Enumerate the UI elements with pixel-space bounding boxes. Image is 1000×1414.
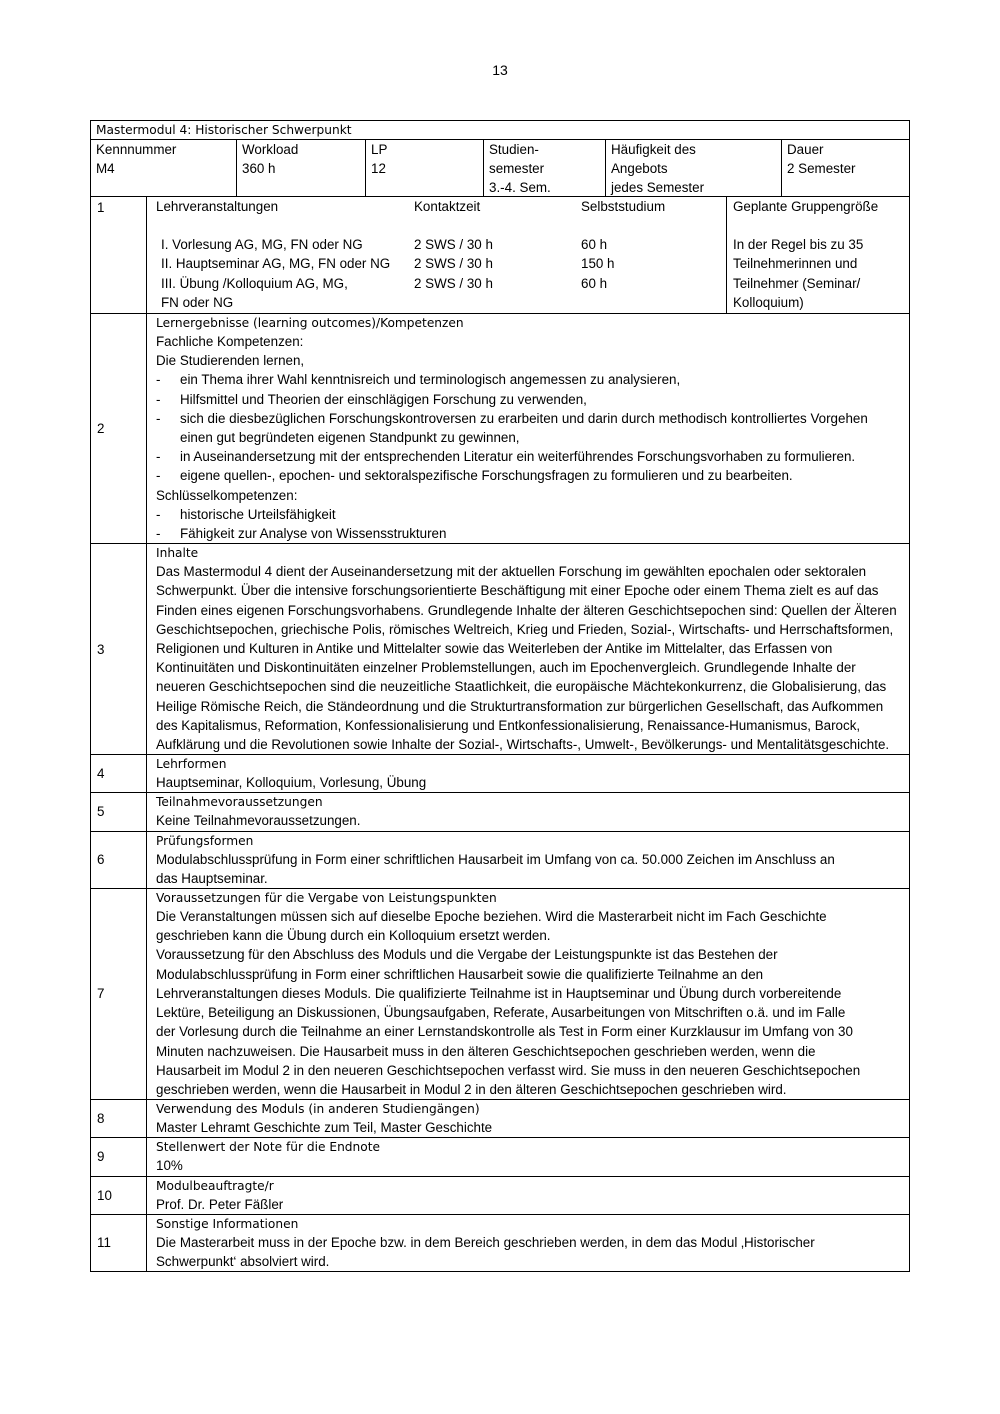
- semester-label-2: semester: [489, 161, 545, 177]
- bullet-item: - sich die diesbezüglichen Forschungskontroversen zu erarbeiten und darin durch methodisch kontrolliertes Vorgehen einen gut begründeten eigenen Standpunkt zu gewinnen,: [156, 410, 868, 446]
- section-number: 10: [97, 1187, 112, 1203]
- section-heading: Stellenwert der Note für die Endnote: [156, 1140, 380, 1155]
- semester-cell: [483, 140, 605, 196]
- section-text-line: geschrieben werden, wenn die Hausarbeit in Modul 2 in den älteren Geschichtsepochen geschrieben wird.: [156, 1081, 787, 1097]
- section-6-row: [90, 832, 910, 889]
- section-8-content: [146, 1100, 909, 1137]
- module-table: [90, 120, 910, 1272]
- section-number: 4: [97, 766, 105, 782]
- selbst-line: 150 h: [581, 256, 615, 272]
- section-text-line: Lektüre, Beteiligung an Diskussionen, Übungsaufgaben, Referate, Ausarbeitungen von Mitschriften o.ä. und im Falle: [156, 1005, 846, 1021]
- section-heading: Voraussetzungen für die Vergabe von Leistungspunkten: [156, 891, 497, 906]
- section-number: 5: [97, 804, 105, 820]
- bullet-item: - historische Urteilsfähigkeit: [156, 506, 336, 522]
- section-11-row: [90, 1215, 910, 1272]
- bullet-item: - eigene quellen-, epochen- und sektoralspezifische Forschungsfragen zu formulieren und zu bearbeiten.: [156, 468, 793, 484]
- section-text-line: Modulabschlussprüfung in Form einer schriftlichen Hausarbeit sowie die qualifizierte Teilnahme an den: [156, 966, 764, 982]
- lp-cell: [365, 140, 483, 196]
- workload-label: Workload: [242, 142, 299, 157]
- bullet-item: - Hilfsmittel und Theorien der einschlägigen Forschung zu verwenden,: [156, 391, 587, 407]
- section-11-content: [146, 1215, 909, 1271]
- subheading: Schlüsselkompetenzen:: [156, 487, 298, 503]
- section-text-line: der Vorlesung durch die Teilnahme an einer Lernstandskontrolle als Test in Form einer Kurzklausur im Umfang von 30: [156, 1024, 853, 1040]
- section-number: 3: [97, 641, 105, 657]
- section-text: Master Lehramt Geschichte zum Teil, Master Geschichte: [156, 1120, 493, 1136]
- gruppe-line: In der Regel bis zu 35: [733, 237, 864, 253]
- section-number: 1: [97, 200, 105, 215]
- section-text-line: Hausarbeit im Modul 2 in den neueren Geschichtsepochen verfasst wird. Sie muss in den neueren Geschichtsepochen: [156, 1062, 861, 1078]
- dauer-value: 2 Semester: [787, 161, 856, 177]
- section-number: 2: [97, 421, 105, 437]
- module-title: Mastermodul 4: Historischer Schwerpunkt: [96, 123, 352, 137]
- kontaktzeit-heading: Kontaktzeit: [414, 199, 481, 214]
- haeufigkeit-value: jedes Semester: [611, 180, 705, 196]
- page-number: 13: [492, 62, 508, 78]
- section-1-row: [90, 197, 910, 314]
- section-text-line: Voraussetzung für den Abschluss des Moduls und die Vergabe der Leistungspunkte ist das Bestehen der: [156, 947, 778, 963]
- bullet-item: - in Auseinandersetzung mit der entsprechenden Literatur ein weiterführendes Forschungsvorhaben zu formulieren.: [156, 449, 856, 465]
- section-text: Prof. Dr. Peter Fäßler: [156, 1196, 284, 1212]
- gruppengroesse-heading: Geplante Gruppengröße: [733, 199, 879, 214]
- lp-value: 12: [371, 161, 386, 177]
- kontaktzeit-cell: [408, 197, 575, 313]
- section-text-line: Schwerpunkt‘ absolviert wird.: [156, 1253, 330, 1269]
- section-4-content: [146, 755, 909, 792]
- section-text-line: Die Veranstaltungen müssen sich auf dieselbe Epoche beziehen. Wird die Masterarbeit nicht im Fach Geschichte: [156, 909, 827, 925]
- semester-label-1: Studien-: [489, 142, 539, 157]
- section-number: 7: [97, 986, 105, 1002]
- section-text-line: das Hauptseminar.: [156, 870, 268, 886]
- selbststudium-cell: [575, 197, 726, 313]
- section-heading: Prüfungsformen: [156, 833, 254, 848]
- dauer-label: Dauer: [787, 142, 824, 157]
- section-2-row: [90, 314, 910, 544]
- haeufigkeit-cell: [605, 140, 781, 196]
- section-heading: Modulbeauftragte/r: [156, 1178, 274, 1193]
- section-9-row: [90, 1138, 910, 1176]
- section-text-line: Lehrveranstaltungen dieses Moduls. Die qualifizierte Teilnahme ist in Hauptseminar und Übung durch vorbereitende: [156, 985, 842, 1001]
- section-text-line: Modulabschlussprüfung in Form einer schriftlichen Hausarbeit im Umfang von ca. 50.000 Zeichen im Anschluss an: [156, 851, 835, 867]
- bullet-item: - ein Thema ihrer Wahl kenntnisreich und terminologisch angemessen zu analysieren,: [156, 372, 681, 388]
- section-text: 10%: [156, 1158, 183, 1174]
- kennnummer-cell: [91, 140, 236, 196]
- bullet-item: - Fähigkeit zur Analyse von Wissensstrukturen: [156, 526, 447, 542]
- section-text: Keine Teilnahmevoraussetzungen.: [156, 813, 361, 829]
- section-text-line: Die Masterarbeit muss in der Epoche bzw. in dem Bereich geschrieben werden, in dem das Modul ‚Historischer: [156, 1234, 815, 1250]
- section-number: 9: [97, 1149, 105, 1165]
- section-8-row: [90, 1100, 910, 1138]
- section-heading: Verwendung des Moduls (in anderen Studiengängen): [156, 1102, 480, 1117]
- selbst-line: 60 h: [581, 237, 608, 253]
- section-2-content: [146, 314, 909, 543]
- section-heading: Sonstige Informationen: [156, 1216, 299, 1231]
- lv-line: I. Vorlesung AG, MG, FN oder NG: [161, 237, 363, 253]
- selbststudium-heading: Selbststudium: [581, 199, 666, 214]
- subheading: Fachliche Kompetenzen:: [156, 334, 304, 349]
- section-text-line: geschrieben kann die Übung durch ein Kolloquium ersetzt werden.: [156, 928, 551, 944]
- gruppengroesse-cell: [726, 197, 909, 313]
- haeufigkeit-label-2: Angebots: [611, 161, 668, 177]
- gruppe-line: Kolloquium): [733, 294, 804, 310]
- section-text: Das Mastermodul 4 dient der Auseinandersetzung mit der aktuellen Forschung im gewählten epochalen oder sektoralen Schwerpunkt. Über die intensive forschungsorientierte Beschäftigung mit einer Epoche oder einem Thema zielt es auf das Finden eines eigenen Forschungsvorhabens. Grundlegende Inhalte der älteren Geschichtsepochen sind: Quellen der Älteren Geschichtsepochen, griechische Polis, römisches Weltreich, Krieg und Frieden, Sozial-, Wirtschafts- und Herrschaftsformen, Religionen und Kulturen in Antike und Mittelalter sowie das Weiterleben der Antike im Mittelalter, das Erfassen von Kontinuitäten und Diskontinuitäten einzelner Problemstellungen, auch im Epochenvergleich. Grundlegende Inhalte der neueren Geschichtsepochen sind die neuzeitliche Staatlichkeit, die europäische Mächtekonkurrenz, die Globalisierung, das Heilige Römische Reich, die Ständeordnung und die Strukturtransformation zur bürgerlichen Gesellschaft, das Aufkommen des Kapitalismus, Reformation, Konfessionalisierung und Entkonfessionalisierung, Renaissance-Humanismus, Barock, Aufklärung und die Revolutionen sowie Inhalte der Sozial-, Wirtschafts-, Umwelt-, Bevölkerungs- und Mentalitätsgeschichte.: [156, 564, 897, 753]
- dauer-cell: [781, 140, 909, 196]
- section-6-content: [146, 832, 909, 888]
- workload-cell: [236, 140, 365, 196]
- kontakt-line: 2 SWS / 30 h: [414, 256, 493, 272]
- lp-label: LP: [371, 142, 388, 157]
- section-heading: Inhalte: [156, 546, 199, 561]
- lv-line: FN oder NG: [161, 294, 234, 310]
- section-number: 8: [97, 1111, 105, 1127]
- gruppe-line: Teilnehmerinnen und: [733, 256, 858, 272]
- section-3-content: [146, 544, 909, 754]
- section-10-row: [90, 1177, 910, 1215]
- gruppe-line: Teilnehmer (Seminar/: [733, 275, 861, 291]
- section-text: Hauptseminar, Kolloquium, Vorlesung, Übung: [156, 775, 427, 791]
- section-number: 6: [97, 852, 105, 868]
- kontakt-line: 2 SWS / 30 h: [414, 237, 493, 253]
- section-3-row: [90, 544, 910, 755]
- section-text-line: Minuten nachzuweisen. Die Hausarbeit muss in den älteren Geschichtsepochen geschrieben werden, wenn die: [156, 1043, 816, 1059]
- kontakt-line: 2 SWS / 30 h: [414, 275, 493, 291]
- section-5-row: [90, 793, 910, 831]
- kennnummer-value: M4: [96, 161, 115, 177]
- section-number: 11: [97, 1235, 111, 1251]
- section-10-content: [146, 1177, 909, 1214]
- lehrveranstaltungen-heading: Lehrveranstaltungen: [156, 199, 279, 214]
- section-4-row: [90, 755, 910, 793]
- section-5-content: [146, 793, 909, 830]
- semester-value: 3.-4. Sem.: [489, 180, 551, 196]
- selbst-line: 60 h: [581, 275, 608, 291]
- lv-line: III. Übung /Kolloquium AG, MG,: [161, 275, 348, 291]
- workload-value: 360 h: [242, 161, 276, 177]
- lehrveranstaltungen-cell: [146, 197, 408, 313]
- section-heading: Lernergebnisse (learning outcomes)/Kompetenzen: [156, 316, 464, 330]
- haeufigkeit-label-1: Häufigkeit des: [611, 142, 696, 157]
- section-heading: Lehrformen: [156, 757, 227, 772]
- module-header-row: [90, 140, 910, 197]
- lv-line: II. Hauptseminar AG, MG, FN oder NG: [161, 256, 391, 272]
- intro-text: Die Studierenden lernen,: [156, 353, 305, 369]
- section-7-row: [90, 889, 910, 1100]
- kennnummer-label: Kennnummer: [96, 142, 177, 157]
- section-heading: Teilnahmevoraussetzungen: [156, 795, 323, 810]
- module-title-row: [90, 120, 910, 140]
- section-9-content: [146, 1138, 909, 1175]
- section-7-content: [146, 889, 909, 1099]
